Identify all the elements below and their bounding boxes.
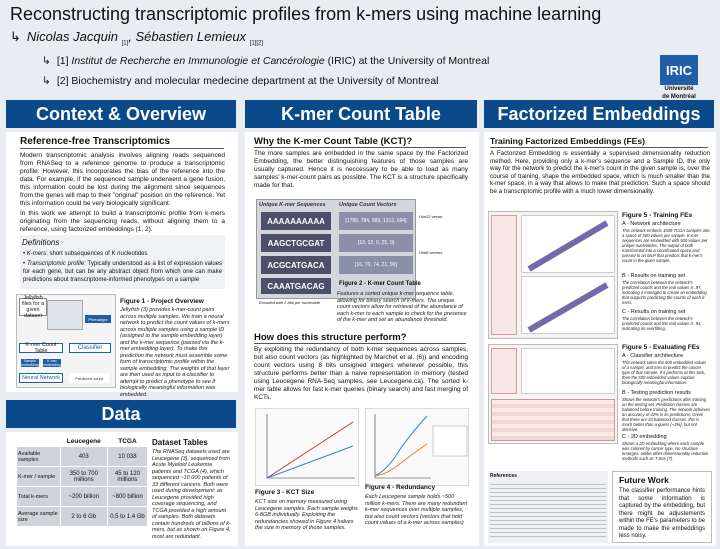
figure-3-plot (255, 408, 359, 486)
kct-col2-header: Unique Count Vectors (339, 202, 397, 208)
figure-1-diagram (16, 294, 116, 388)
count-vector: [16, 70, 74, 21, 90] (339, 256, 413, 274)
definitions-title: Definitions (22, 238, 60, 247)
diag-predicted-count: Predicted count (69, 373, 109, 383)
why-heading: Why the K-mer Count Table (KCT)? (254, 136, 413, 147)
th-tcga: TCGA (107, 437, 147, 447)
diag-neural-network: Neural Network (19, 373, 63, 383)
fe-panel (484, 132, 716, 546)
author-2-sup: [1][2] (249, 40, 264, 47)
fig6-c-label: C - 2D embedding (622, 434, 667, 440)
diag-classifier: Classifier (69, 343, 111, 353)
arrow-icon: ↳ (10, 29, 21, 44)
diag-kct: K-mer Count Table (19, 343, 63, 353)
figure-2-caption: Features a sorted unique k-mer sequence table, allowing for binary search of k-mers. The unique count vectors allow for retrieval of the abundance of each k-mer to each sample to check for the presence of the k-mer and set an abundance threshold. (337, 291, 467, 323)
band-kct: K-mer Count Table (245, 100, 477, 128)
references-list (490, 481, 606, 537)
future-work-title: Future Work (619, 475, 669, 485)
diag-data-box (47, 300, 83, 330)
fig4-legend (433, 426, 467, 456)
logo-text: IRIC (660, 55, 698, 85)
figure-5-title: Figure 5 - Training FEs (622, 212, 693, 219)
fig5-c-text: The correlation between the network's predicted counts and the real values is .94, indicating no overfitting. (622, 316, 702, 331)
context-heading: Reference-free Transcriptomics (20, 136, 171, 147)
embedding-2d (521, 348, 615, 394)
affiliation-1: ↳ [1] Institut de Recherche en Immunologie et Cancérologie (IRIC) at the University of Montreal (42, 55, 490, 67)
fig6-b-text: Shows the network's predictions after training on the testing set. Prediction classes are balanced before training. The network achieves an accuracy of 42% in its predictions. Given that there are 33 balanced classes, this is much better than a guess (~3%), but not decisive. (622, 397, 710, 432)
band-data: Data (6, 400, 236, 428)
fig6-a-label: A - Classifier architecture (622, 353, 684, 359)
future-work-box (612, 471, 712, 543)
prediction-table (491, 399, 615, 441)
diag-sample-embedding: Sample embedding (21, 359, 39, 367)
dataset-tables-caption: The RNASeq datasets used are Leucegene (3), sequenced from Acute Myeloid Leukemia patients and TCGA (4), which sequenced ~10 000 patients of 33 different cancers. Both were used during development: as Leucegene provided high coverage sequencing, and TCGA provided a high amount of samples. Both datasets contain hundreds of billions of k-mers, but as shown on Figure 4, most are redundant. (152, 449, 231, 540)
fig6-b-label: B - Testing prediction results (622, 390, 691, 396)
data-panel (6, 432, 238, 546)
diag-phenotype: Phenotype (85, 315, 111, 323)
figure-1-title: Figure 1 - Project Overview (120, 298, 204, 305)
figure-2-title: Figure 2 - K-mer Count Table (339, 281, 421, 287)
dataset-table: Leucegene TCGA Available samples 403 10 038 K-mer / sample 350 to 700 millions 45 to 120 millions Total k-mers ~200 billion ~800 billion Average sample size 2 to 6 Gb 0.5 to 1.4 Gb (16, 436, 148, 527)
how-heading: How does this structure perform? (254, 332, 407, 343)
fe-paragraph: A Factorized Embedding is essentially a supervised dimensionality reduction method. Here, providing only a k-mer's sequence and a Sample ID, the only way for the network to predict the k-mer's count in the given sample is, over the course of training, shape the embedded space, which is much smaller than the k-mer space, in a way that allows to make that prediction. Such a space should be a transcriptomic profile with a much lower dimensionality. (490, 150, 710, 195)
fig5-b-label: B - Results on training set (622, 273, 685, 279)
th-empty (17, 437, 61, 447)
count-vector: [1789, 784, 989, 1312, 694] (339, 212, 413, 230)
figure-5-plots (488, 211, 618, 339)
fig6-a-text: This network takes the 500 embedded values of a sample, and tries to predict the cancer type of that sample. If it performs at this task, then the 500 embedded values capture biologically meaningful information. (622, 360, 707, 385)
references-box (488, 471, 608, 543)
figure-4-title: Figure 4 - Redundancy (365, 484, 436, 491)
vector-label-uint8: Uint8 vectors (419, 250, 443, 255)
classifier-architecture (491, 348, 517, 394)
fig5-c-label: C - Results on training set (622, 309, 686, 315)
context-paragraph-1: Modern transcriptomic analysis involves aligning reads sequenced from RNASeq to a reference genome to produce a transcriptomic profile. However, this incorporates the bias of the reference into the data. For example, if the sequenced sample underwent a gene fusion, this information could be lost during the alignment since sequences from the genes will map to their "original" position on the reference. Yet this information could be very biologically significant. (20, 152, 225, 207)
fig5-b-text: The correlation between the network's predicted counts and the real values is .97, indicating it managed to create an embedding that supports predicting the counts of each k-mers. (622, 280, 707, 305)
diag-kmer-embedding: K-mer embedding (43, 359, 61, 367)
figure-1-caption: Jellyfish (3) provides k-mer-count pairs across multiple samples. We train a neural network to predict the count values of k-mers across multiple samples using a sample ID (assigned to the sample embedding layer) and the k-mer sequence (passed via the k-mer embedding layer). To make this prediction the network must assemble some form of transcriptomic profile within the sample embedding. The weights of that layer are then used as input to a classifier to attempt to predict a phenotype to see if biologically meaningful information was embedded. (120, 307, 230, 398)
why-paragraph: The more samples are embedded in the same space by the Factorized Embedding, the better distinguishing features of those samples are usually captured. Hence it is neccessary to be able to load as many samples' k-mer-count pairs as possible. The KCT is a structure specifically made for that. (254, 150, 468, 189)
fig5-a-label: A - Network architecture (622, 221, 681, 227)
fe-architecture (491, 215, 517, 335)
affiliation-2: ↳ [2] Biochemistry and molecular medecine department at the University of Montreal (42, 75, 439, 87)
context-panel (6, 132, 238, 398)
arrow-icon: ↳ (42, 75, 51, 87)
kct-col1-header: Unique K-mer Sequences (259, 202, 326, 208)
band-fe: Factorized Embeddings (484, 100, 714, 128)
figure-6-plots (488, 344, 618, 444)
figure-3-caption: KCT size on memory measured using Leucegene samples. Each sample weighs 6-8GB individually. Exploiting the redundancies showed in Figure 4 halves the size in memory of those samples. (255, 499, 358, 531)
kmer-row: AAGCTGCGAT (261, 234, 331, 252)
how-paragraph: By exploiting the redundancy of both k-mer sequences across samples, but also count vectors (as highlighted by Marchet et al. (6)) and encoding count vectors using 8 bits unsigned integers wherever possible, this structure performs better than a naive representation in memory (tested using Leucegene RNA-Seq samples, see Leucegene.ca). The sorted k-mer table allows for fast k-mer queries (binary search) and fast merging of KCTs. (254, 346, 468, 401)
author-1-sup: [1] (121, 40, 129, 47)
authors (10, 29, 263, 47)
vector-label-uint32: Uint32 vector (419, 214, 443, 219)
arrow-icon: ↳ (42, 55, 51, 67)
logo-sub-2: de Montréal (662, 94, 696, 100)
context-paragraph-2: In this work we attempt to build a transcriptomic profile from k-mers originating from the sequencing reads, without aligning them to a reference, using factorized embeddings (1, 2). (20, 210, 225, 233)
diag-jellyfish: Jellyfish files for a given dataset (19, 298, 47, 316)
fe-heading: Training Factorized Embeddings (FEs) (490, 136, 645, 146)
references-title: References (490, 473, 517, 479)
figure-3-title: Figure 3 - KCT Size (255, 489, 315, 496)
poster-title: Reconstructing transcriptomic profiles from k-mers using machine learning (10, 4, 602, 24)
kmer-row: CAAATGACAG (261, 278, 331, 294)
figure-4-caption: Each Leucegene sample holds ~500 million k-mers. There are many redundant k-mer sequences over multiple samples, but also count vectors (vectors that hold count values of a k-mer across samples) (365, 494, 468, 526)
kmer-row: AAAAAAAAAA (261, 212, 331, 230)
th-leucegene: Leucegene (60, 437, 107, 447)
fig6-c-text: Shows a 2D embedding where each sample was colored by cancer type. No structure emerges, unlike other dimensionality reduction methods such as T-Sne (7). (622, 441, 709, 461)
dataset-tables-title: Dataset Tables (152, 438, 208, 447)
figure-6-title: Figure 5 - Evaluating FEs (622, 344, 700, 351)
kmer-row: ACGCATGACA (261, 256, 331, 274)
author-2: , Sébastien Lemieux (128, 29, 247, 44)
fig5-a-text: This network embeds 1939 TCGA samples into a space of 500 values per sample. K-mer sequences are embedded with 500 values per unique nucleotides. The output of both transformed into a coordinated space and passed to an MLP that predicts that k-mer's count in the given sample. (622, 228, 710, 263)
future-work-text: The classifier performance hints that some information is captured by the embedding, but there might be adjustements within the FE's parameters to be made to make the embeddings less noisy. (619, 488, 705, 539)
logo-sub-1: Université (664, 86, 694, 92)
count-vector: [13, 12, 0, 25, 0] (339, 234, 413, 252)
figure-4-plot (365, 408, 469, 486)
kct-panel (245, 132, 479, 546)
encoding-note: Encoded with 2 bits per nucleotide (259, 300, 320, 305)
band-context: Context & Overview (6, 100, 236, 128)
definitions-box: Definitions • K-mers: short subsequences of K nucleotides • Transcriptomic profile: Typically understood as a list of expression values for each gene, but can be any abstract object from which one can make predictions about transcriptome-informed phenotypes on a sample (20, 235, 225, 289)
iric-logo (660, 55, 698, 100)
author-1: Nicolas Jacquin (26, 29, 118, 44)
